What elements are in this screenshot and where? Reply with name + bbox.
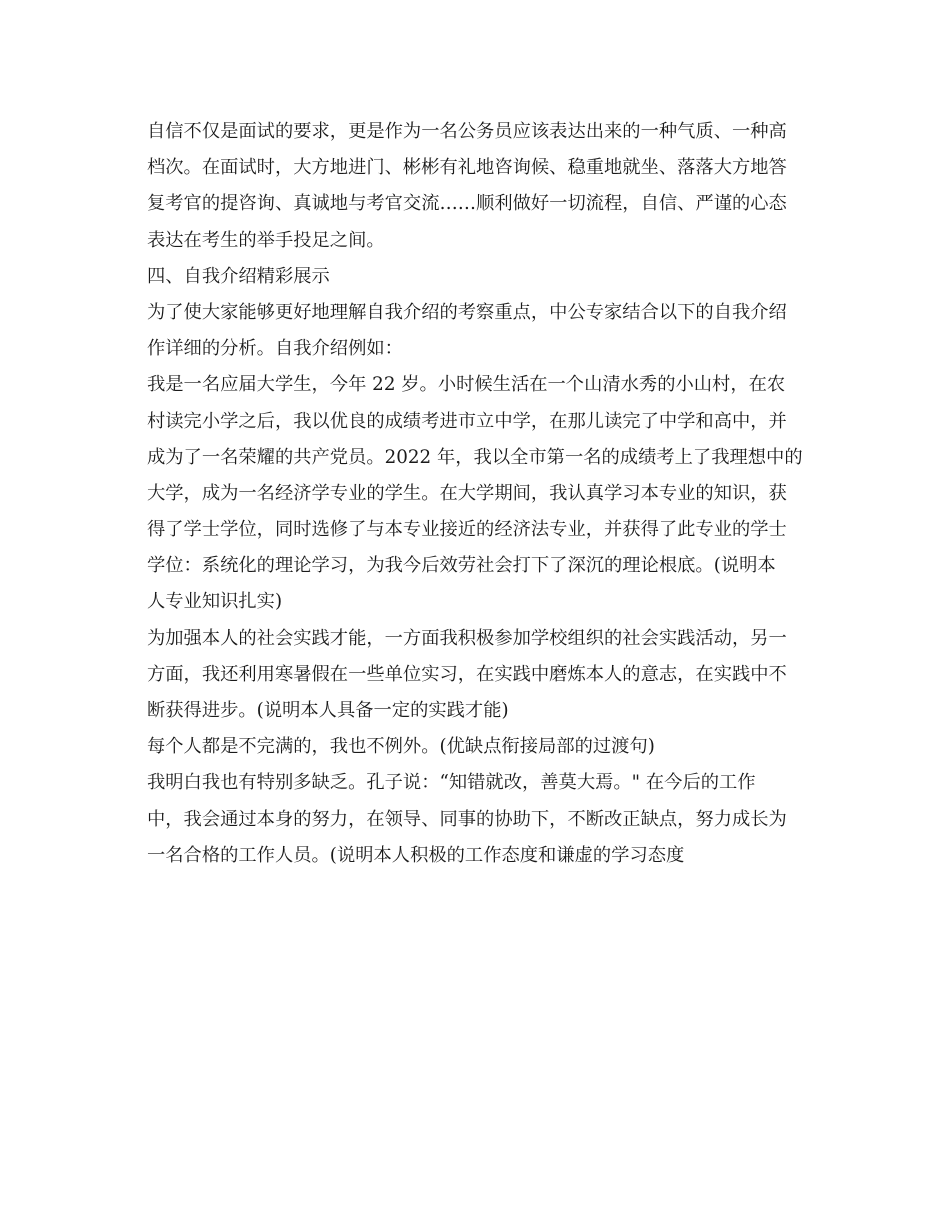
text-line: 大学，成为一名经济学专业的学生。在大学期间，我认真学习本专业的知识，获 — [147, 482, 787, 504]
text-line: 中，我会通过本身的努力，在领导、同事的协助下，不断改正缺点，努力成长为 — [147, 808, 787, 830]
text-line: 一名合格的工作人员。(说明本人积极的工作态度和谦虚的学习态度 — [147, 844, 685, 866]
text-line: 人专业知识扎实) — [147, 591, 283, 613]
text-line: 成为了一名荣耀的共产党员。2022 年，我以全市第一名的成绩考上了我理想中的 — [147, 446, 803, 468]
text-line: 自信不仅是面试的要求，更是作为一名公务员应该表达出来的一种气质、一种高 — [147, 121, 787, 142]
text-line: 复考官的提咨询、真诚地与考官交流……顺利做好一切流程，自信、严谨的心态 — [147, 193, 787, 215]
text-line: 我明白我也有特别多缺乏。孔子说：“知错就改，善莫大焉。" 在今后的工作 — [147, 772, 756, 794]
section-heading: 四、自我介绍精彩展示 — [147, 265, 330, 287]
text-line: 断获得进步。(说明本人具备一定的实践才能) — [147, 700, 509, 721]
text-line: 每个人都是不完满的，我也不例外。(优缺点衔接局部的过渡句) — [147, 736, 655, 758]
text-line: 学位：系统化的理论学习，为我今后效劳社会打下了深沉的理论根底。(说明本 — [147, 555, 776, 577]
text-line: 方面，我还利用寒暑假在一些单位实习，在实践中磨炼本人的意志，在实践中不 — [147, 663, 787, 685]
text-line: 作详细的分析。自我介绍例如： — [147, 338, 403, 360]
text-line: 为加强本人的社会实践才能，一方面我积极参加学校组织的社会实践活动，另一 — [147, 627, 787, 649]
text-line: 我是一名应届大学生，今年 22 岁。小时候生活在一个山清水秀的小山村，在农 — [147, 374, 786, 396]
text-line: 表达在考生的举手投足之间。 — [147, 229, 385, 251]
document-body — [147, 114, 807, 874]
text-line: 档次。在面试时，大方地进门、彬彬有礼地咨询候、稳重地就坐、落落大方地答 — [147, 157, 787, 179]
text-line: 为了使大家能够更好地理解自我介绍的考察重点，中公专家结合以下的自我介绍 — [147, 301, 787, 323]
text-line: 村读完小学之后，我以优良的成绩考进市立中学，在那儿读完了中学和高中，并 — [147, 410, 787, 432]
text-line: 得了学士学位，同时选修了与本专业接近的经济法专业，并获得了此专业的学士 — [147, 519, 787, 541]
